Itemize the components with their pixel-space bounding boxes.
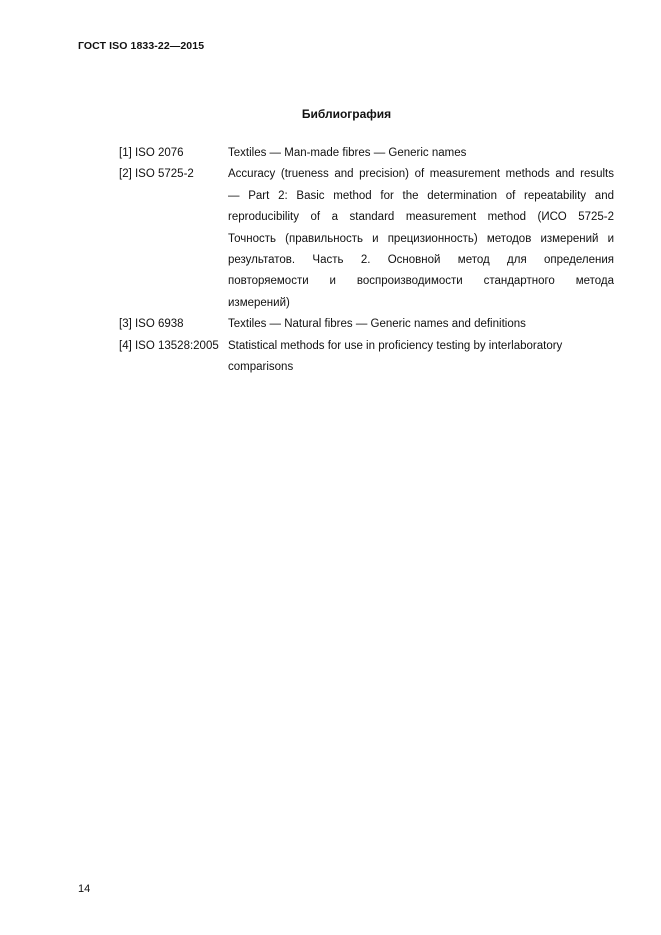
bibliography-text [228, 164, 614, 314]
bibliography-text-line: Точность (правильность и прецизионность) методов измерений и [228, 232, 614, 245]
bibliography-text-line: Textiles — Man-made fibres — Generic names [228, 147, 467, 159]
bibliography-entry-1 [119, 143, 614, 164]
bibliography-text [228, 336, 614, 379]
bibliography-text [228, 314, 614, 335]
bibliography-title: Библиография [301, 107, 392, 121]
bibliography-ref: [4] ISO 13528:2005 [119, 339, 219, 352]
bibliography-text-line: Statistical methods for use in proficiency testing by interlaboratory [228, 339, 563, 352]
bibliography-text-line: comparisons [228, 361, 294, 374]
bibliography-text-line: измерений) [228, 296, 290, 309]
bibliography-entry-4 [119, 336, 614, 379]
bibliography-text-line: reproducibility of a standard measurement method (ИСО 5725-2 [228, 211, 614, 224]
bibliography-text-line: повторяемости и воспроизводимости стандартного метода [228, 275, 614, 288]
bibliography-ref: [2] ISO 5725-2 [119, 168, 194, 181]
bibliography-entry-3 [119, 314, 614, 335]
page-number: 14 [78, 883, 91, 895]
bibliography-entry-2 [119, 164, 614, 314]
bibliography-text-line: Textiles — Natural fibres — Generic names and definitions [228, 318, 526, 331]
document-code-header: ГОСТ ISO 1833-22—2015 [78, 40, 205, 52]
bibliography-ref: [1] ISO 2076 [119, 147, 184, 159]
bibliography-ref: [3] ISO 6938 [119, 318, 184, 331]
bibliography-text-line: результатов. Часть 2. Основной метод для определения [228, 254, 614, 267]
bibliography-text [228, 143, 614, 164]
bibliography-list [119, 143, 614, 378]
bibliography-text-line: Accuracy (trueness and precision) of measurement methods and results [228, 168, 614, 181]
bibliography-text-line: — Part 2: Basic method for the determination of repeatability and [228, 189, 614, 202]
